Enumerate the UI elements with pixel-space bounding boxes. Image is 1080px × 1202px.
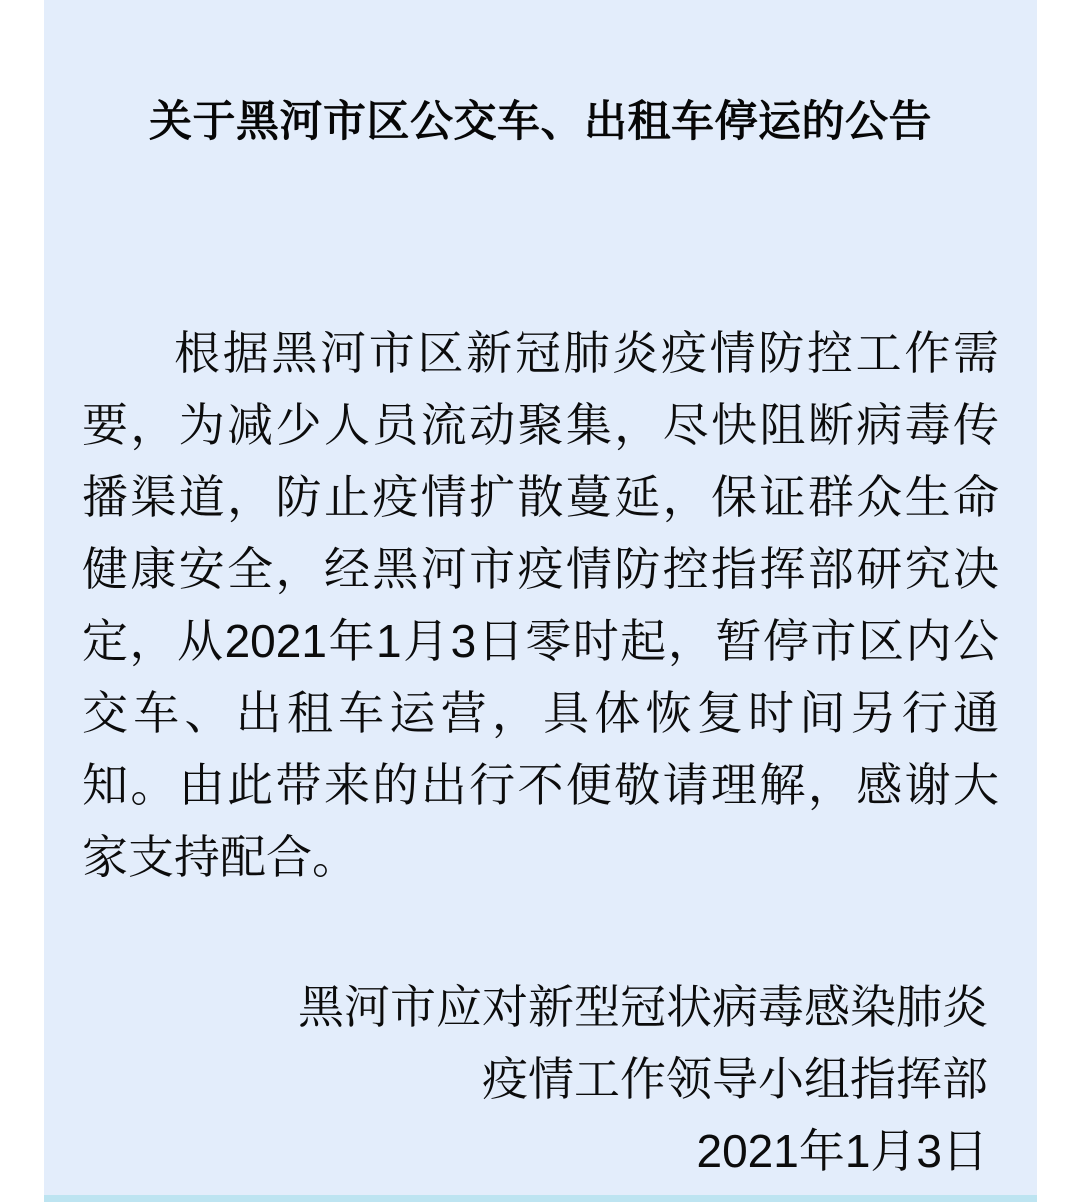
- notice-body-line: 定，从2021年1月3日零时起，暂停市区内公: [82, 615, 999, 667]
- notice-body-line: 要，为减少人员流动聚集，尽快阻断病毒传: [82, 399, 999, 451]
- notice-signature-line: 疫情工作领导小组指挥部: [482, 1053, 988, 1105]
- notice-title: 关于黑河市区公交车、出租车停运的公告: [149, 98, 932, 146]
- notice-signature-line: 2021年1月3日: [696, 1125, 988, 1177]
- notice-body-line: 交车、出租车运营，具体恢复时间另行通: [82, 687, 999, 739]
- notice-body-line: 根据黑河市区新冠肺炎疫情防控工作需: [174, 327, 999, 379]
- notice-signature-line: 黑河市应对新型冠状病毒感染肺炎: [298, 981, 988, 1033]
- notice-body-line: 知。由此带来的出行不便敬请理解，感谢大: [82, 759, 999, 811]
- notice-body: [82, 317, 999, 893]
- notice-signature: [82, 971, 988, 1187]
- notice-body-line: 播渠道，防止疫情扩散蔓延，保证群众生命: [82, 471, 999, 523]
- notice-card: [44, 0, 1037, 1202]
- notice-body-line: 家支持配合。: [82, 831, 358, 883]
- notice-body-line: 健康安全，经黑河市疫情防控指挥部研究决: [82, 543, 999, 595]
